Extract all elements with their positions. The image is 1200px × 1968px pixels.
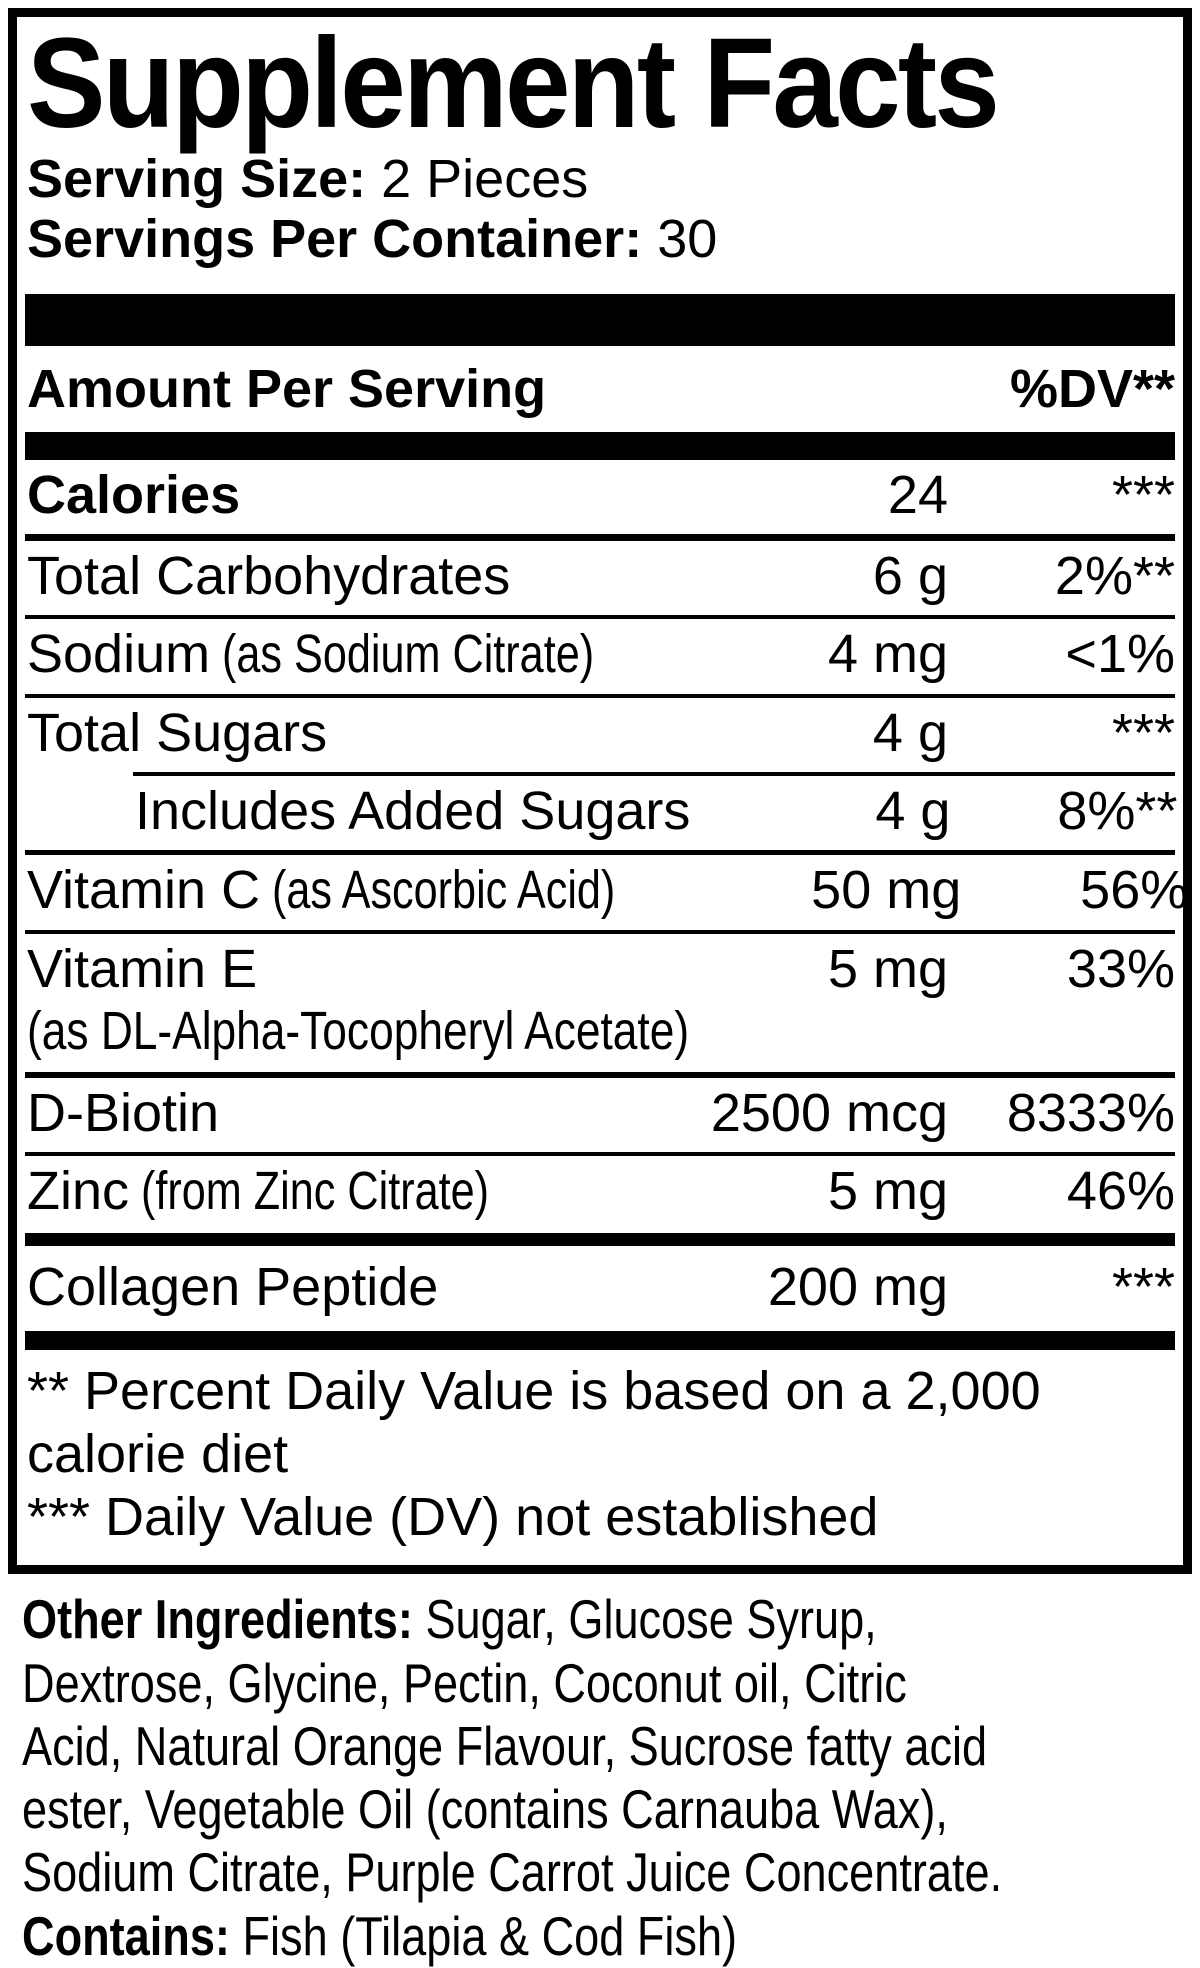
serving-size-value: 2 Pieces [381,148,589,209]
nutrient-row-vitamin-c [25,850,1189,929]
nutrient-source: (from Zinc Citrate) [141,1161,490,1222]
percent-dv-header: %DV** [1009,358,1175,419]
panel-title [25,12,1175,155]
serving-size-line [25,149,1175,209]
thick-divider-bar [25,1331,1175,1350]
nutrient-dv: 33% [1066,938,1175,999]
thick-divider-bar [25,1233,1175,1246]
nutrient-name: D-Biotin [27,1082,220,1143]
footnote-line: *** Daily Value (DV) not established [27,1487,879,1548]
nutrient-dv: *** [1111,702,1175,763]
nutrient-row-vitamin-e [25,930,1175,1072]
facts-panel [8,8,1192,1574]
nutrient-source: (as Ascorbic Acid) [272,860,616,921]
nutrient-name: Total Sugars [27,702,328,763]
nutrient-row-collagen-peptide [25,1246,1175,1331]
amount-per-serving-header: Amount Per Serving [27,358,547,419]
nutrient-name: Calories [27,464,241,525]
other-ingredients-label: Other Ingredients: [22,1588,413,1651]
nutrient-dv: 8333% [1006,1082,1175,1143]
nutrient-name: Total Carbohydrates [27,545,511,606]
nutrient-row-d-biotin [25,1072,1175,1152]
nutrient-source: (as Sodium Citrate) [222,624,595,685]
nutrient-dv: <1% [1065,624,1175,685]
nutrient-amount: 4 g [872,702,948,763]
nutrient-row-includes-added-sugars [133,772,1178,850]
nutrient-dv: 46% [1066,1161,1175,1222]
nutrient-row-zinc [25,1152,1175,1230]
vitamin-e-source-line: (as DL-Alpha-Tocopheryl Acetate) [27,1001,690,1062]
thick-divider-bar [25,432,1175,460]
nutrient-name: Vitamin E [27,938,258,999]
servings-per-container-label: Servings Per Container: [27,209,643,270]
nutrient-amount: 4 g [875,781,951,842]
nutrient-amount: 5 mg [827,1161,948,1222]
nutrient-row-total-carbohydrates [25,534,1175,615]
ingredients-line: Sodium Citrate, Purple Carrot Juice Concentrate. [22,1841,1003,1904]
supplement-facts-label [0,8,1200,1968]
ingredients-line: Other Ingredients: Sugar, Glucose Syrup, [22,1588,877,1651]
nutrient-name: Sodium (as Sodium Citrate) [27,624,595,685]
other-ingredients-section [0,1574,1200,1968]
vitamin-e-main-line [25,934,1175,999]
nutrient-dv: 8%** [1057,781,1178,842]
nutrient-amount: 2500 mcg [710,1082,948,1143]
servings-per-container-value: 30 [657,209,718,270]
footnote-line: ** Percent Daily Value is based on a 2,000 [27,1360,1041,1421]
nutrient-row-sodium [25,615,1175,693]
nutrient-amount: 6 g [872,545,948,606]
nutrient-dv: 2%** [1054,545,1175,606]
nutrient-amount: 50 mg [811,860,962,921]
nutrient-name: Collagen Peptide [27,1256,439,1317]
nutrient-dv: 56% [1080,860,1189,921]
panel-title-text: Supplement Facts [27,12,998,155]
column-header-row [25,346,1175,432]
nutrient-amount: 5 mg [827,938,948,999]
nutrient-amount: 200 mg [767,1256,948,1317]
ingredients-line: ester, Vegetable Oil (contains Carnauba Wax), [22,1778,948,1841]
nutrient-dv: *** [1111,1256,1175,1317]
contains-value: Fish (Tilapia & Cod Fish) [242,1904,738,1967]
footnotes [25,1350,1175,1566]
serving-size-label: Serving Size: [27,148,367,209]
thick-divider-bar [25,294,1175,346]
contains-label: Contains: [22,1904,230,1967]
nutrient-amount: 4 mg [827,624,948,685]
nutrient-row-calories [25,460,1175,534]
footnote-line: calorie diet [27,1424,289,1485]
servings-per-container-line [25,209,1175,269]
contains-line [22,1905,1200,1968]
ingredients-line: Acid, Natural Orange Flavour, Sucrose fatty acid [22,1714,988,1777]
nutrient-name: Vitamin C (as Ascorbic Acid) [27,860,616,921]
nutrient-name: Includes Added Sugars [135,781,691,842]
ingredients-line: Dextrose, Glycine, Pectin, Coconut oil, Citric [22,1651,907,1714]
nutrient-amount: 24 [887,464,948,525]
nutrient-name: Zinc (from Zinc Citrate) [27,1161,490,1222]
nutrient-row-total-sugars [25,694,1175,772]
nutrient-dv: *** [1111,464,1175,525]
